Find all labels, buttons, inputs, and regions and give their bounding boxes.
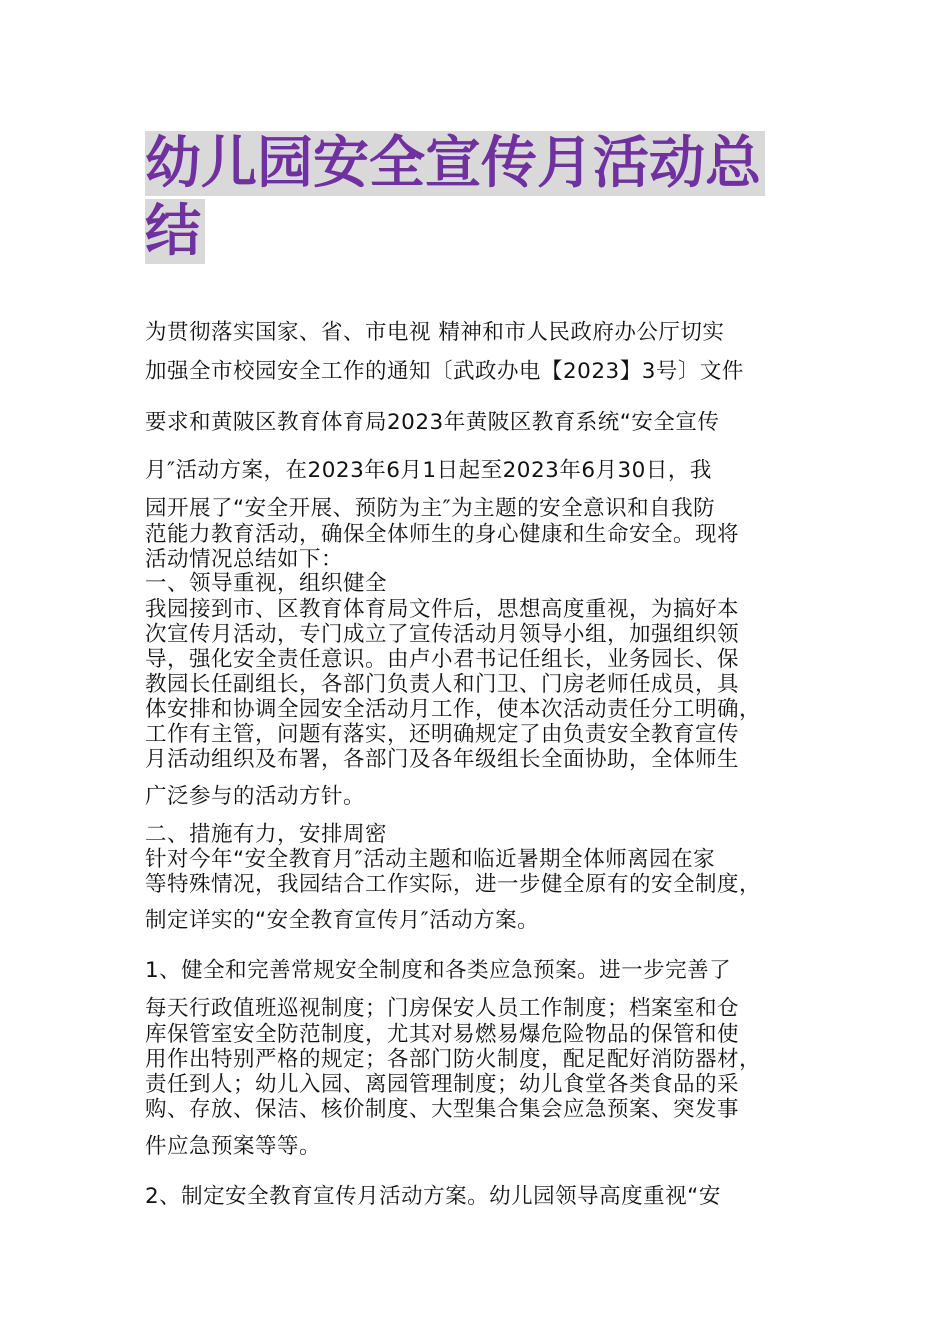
body-line: 次宣传月活动，专门成立了宣传活动月领导小组，加强组织领 [145,622,740,647]
document-title [145,130,805,266]
body-line: 教园长任副组长，各部门负责人和门卫、门房老师任成员，具 [145,672,740,697]
body-line: 加强全市校园安全工作的通知〔武政办电【2023】3号〕文件 [145,359,744,384]
body-line: 广泛参与的活动方针。 [145,784,366,809]
body-line: 导，强化安全责任意识。由卢小君书记任组长，业务园长、保 [145,647,740,672]
body-line: 库保管室安全防范制度，尤其对易燃易爆危险物品的保管和使 [145,1022,740,1047]
body-line: 我园接到市、区教育体育局文件后，思想高度重视，为搞好本 [145,597,740,622]
body-line: 体安排和协调全园安全活动月工作，使本次活动责任分工明确， [145,697,762,722]
body-line: 园开展了“安全开展、预防为主″为主题的安全意识和自我防 [145,496,716,521]
body-line: 购、存放、保洁、核价制度、大型集合集会应急预案、突发事 [145,1097,740,1122]
body-line: 活动情况总结如下： [145,547,344,572]
body-line: 范能力教育活动，确保全体师生的身心健康和生命安全。现将 [145,522,740,547]
title-line-1: 幼儿园安全宣传月活动总 [145,131,765,196]
section-heading: 二、措施有力，安排周密 [145,822,388,847]
body-line: 1、健全和完善常规安全制度和各类应急预案。进一步完善了 [145,958,732,983]
body-line: 用作出特别严格的规定；各部门防火制度，配足配好消防器材， [145,1047,762,1072]
body-line: 每天行政值班巡视制度；门房保安人员工作制度；档案室和仓 [145,996,740,1021]
body-line: 等特殊情况，我园结合工作实际，进一步健全原有的安全制度， [145,872,762,897]
body-line: 针对今年“安全教育月″活动主题和临近暑期全体师离园在家 [145,847,716,872]
body-line: 件应急预案等等。 [145,1134,322,1159]
body-line: 要求和黄陂区教育体育局2023年黄陂区教育系统“安全宣传 [145,410,720,435]
body-line: 制定详实的“安全教育宣传月″活动方案。 [145,908,540,933]
section-heading: 一、领导重视，组织健全 [145,571,388,596]
body-line: 月″活动方案，在2023年6月1日起至2023年6月30日，我 [145,458,712,483]
body-line: 为贯彻落实国家、省、市电视 精神和市人民政府办公厅切实 [145,320,725,345]
body-line: 月活动组织及布署，各部门及各年级组长全面协助，全体师生 [145,747,740,772]
body-line: 工作有主管，问题有落实，还明确规定了由负责安全教育宣传 [145,722,740,747]
body-line: 2、制定安全教育宣传月活动方案。幼儿园领导高度重视“安 [145,1184,721,1209]
body-line: 责任到人；幼儿入园、离园管理制度；幼儿食堂各类食品的采 [145,1072,740,1097]
title-line-2: 结 [145,199,205,264]
